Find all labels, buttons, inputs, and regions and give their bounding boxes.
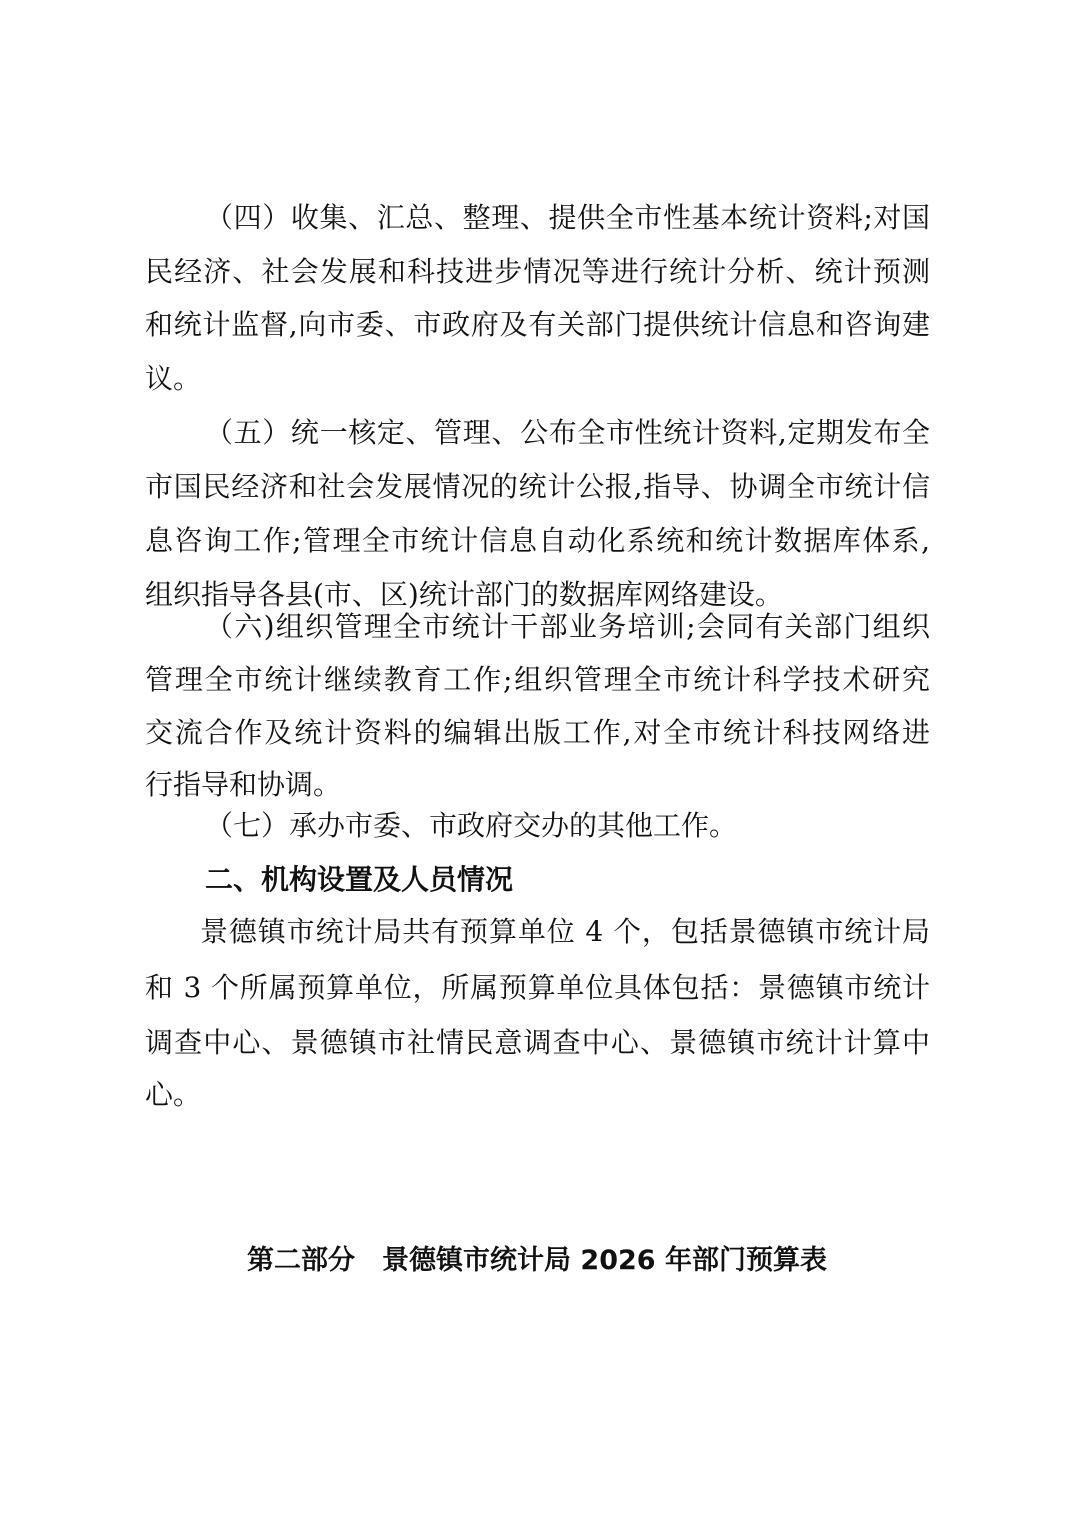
- text-line: 议。: [145, 362, 202, 395]
- text-line: 市国民经济和社会发展情况的统计公报,指导、协调全市统计信: [145, 470, 930, 503]
- text-line: 息咨询工作;管理全市统计信息自动化系统和统计数据库体系,: [145, 524, 930, 557]
- text-line: 交流合作及统计资料的编辑出版工作,对全市统计科技网络进: [145, 716, 930, 749]
- text-line: 行指导和协调。: [145, 768, 342, 801]
- text-line: 管理全市统计继续教育工作;组织管理全市统计科学技术研究: [145, 663, 930, 696]
- text-line: 景德镇市统计局共有预算单位 4 个，包括景德镇市统计局: [200, 915, 930, 948]
- section-heading: 二、机构设置及人员情况: [205, 863, 514, 896]
- part-title: 第二部分 景德镇市统计局 2026 年部门预算表: [247, 1245, 827, 1276]
- text-line: （五）统一核定、管理、公布全市性统计资料,定期发布全: [205, 416, 930, 449]
- text-line: 和 3 个所属预算单位，所属预算单位具体包括：景德镇市统计: [145, 971, 930, 1004]
- text-line: （六)组织管理全市统计干部业务培训;会同有关部门组织: [205, 610, 930, 643]
- text-line: 和统计监督,向市委、市政府及有关部门提供统计信息和咨询建: [145, 308, 930, 341]
- text-line: （四）收集、汇总、整理、提供全市性基本统计资料;对国: [205, 201, 930, 234]
- text-line: （七）承办市委、市政府交办的其他工作。: [205, 809, 738, 842]
- text-line: 民经济、社会发展和科技进步情况等进行统计分析、统计预测: [145, 255, 930, 288]
- text-line: 心。: [145, 1078, 202, 1111]
- text-line: 调查中心、景德镇市社情民意调查中心、景德镇市统计计算中: [145, 1026, 930, 1059]
- text-line: 组织指导各县(市、区)统计部门的数据库网络建设。: [145, 578, 783, 611]
